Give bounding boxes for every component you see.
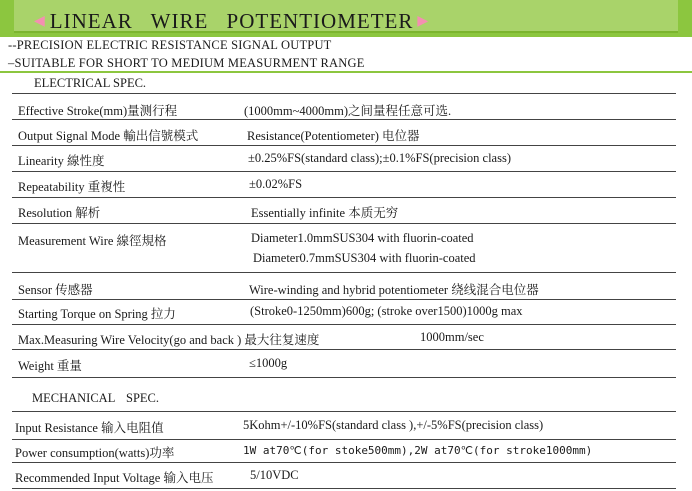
- subtitle-line-1: --PRECISION ELECTRIC RESISTANCE SIGNAL OUTPUT: [8, 38, 332, 52]
- divider: [12, 93, 676, 94]
- page-title: [34, 8, 429, 34]
- divider: [12, 411, 676, 412]
- divider: [12, 171, 676, 172]
- spec-label: Resolution 解析: [18, 206, 101, 220]
- page-title-text: LINEAR WIRE POTENTIOMETER: [49, 8, 414, 33]
- spec-label: Effective Stroke(mm)量测行程: [18, 104, 178, 118]
- right-arrow-icon: ▶: [417, 13, 430, 29]
- spec-label: Measurement Wire 線徑規格: [18, 234, 167, 248]
- divider: [12, 377, 676, 378]
- spec-label: Starting Torque on Spring 拉力: [18, 307, 176, 321]
- spec-value: Wire-winding and hybrid potentiometer 绕线混合电位器: [249, 283, 539, 297]
- spec-label: Recommended Input Voltage 输入电压: [15, 471, 214, 485]
- spec-value: ≤1000g: [249, 356, 288, 370]
- spec-value: ±0.02%FS: [249, 177, 303, 191]
- spec-label: Weight 重量: [18, 359, 82, 373]
- divider: [12, 119, 676, 120]
- spec-value: Diameter1.0mmSUS304 with fluorin-coated: [251, 231, 474, 245]
- divider: [12, 462, 676, 463]
- spec-label: Repeatability 重複性: [18, 180, 126, 194]
- subtitle-line-2: –SUITABLE FOR SHORT TO MEDIUM MEASURMENT RANGE: [8, 56, 365, 70]
- divider: [12, 324, 676, 325]
- divider: [0, 71, 692, 73]
- spec-label: Linearity 線性度: [18, 154, 105, 168]
- divider: [12, 197, 676, 198]
- divider: [12, 223, 676, 224]
- spec-label: Max.Measuring Wire Velocity(go and back ) 最大往复速度: [18, 333, 320, 347]
- left-arrow-icon: ◀: [34, 13, 46, 29]
- electrical-spec-heading: ELECTRICAL SPEC.: [34, 76, 147, 90]
- spec-label: Sensor 传感器: [18, 283, 93, 297]
- divider: [12, 488, 676, 489]
- spec-value: (1000mm~4000mm)之间量程任意可选.: [244, 104, 452, 118]
- divider: [12, 439, 676, 440]
- divider: [12, 145, 676, 146]
- divider: [12, 299, 676, 300]
- spec-label: Input Resistance 输入电阻值: [15, 421, 164, 435]
- spec-value: Essentially infinite 本质无穷: [251, 206, 399, 220]
- divider: [12, 272, 676, 273]
- spec-value: 1W at70℃(for stoke500mm),2W at70℃(for stroke1000mm): [243, 444, 593, 457]
- spec-value: (Stroke0-1250mm)600g; (stroke over1500)1000g max: [250, 304, 523, 318]
- spec-value: 5/10VDC: [250, 468, 299, 482]
- spec-value: 5Kohm+/-10%FS(standard class ),+/-5%FS(precision class): [243, 418, 544, 432]
- mechanical-spec-heading: MECHANICAL SPEC.: [32, 391, 159, 405]
- spec-value: ±0.25%FS(standard class);±0.1%FS(precision class): [248, 151, 511, 165]
- spec-value: 1000mm/sec: [420, 330, 484, 344]
- spec-value: Resistance(Potentiometer) 电位器: [247, 129, 420, 143]
- spec-label: Power consumption(watts)功率: [15, 446, 175, 460]
- spec-value-line-2: Diameter0.7mmSUS304 with fluorin-coated: [253, 251, 476, 265]
- divider: [12, 349, 676, 350]
- spec-label: Output Signal Mode 輸出信號模式: [18, 129, 199, 143]
